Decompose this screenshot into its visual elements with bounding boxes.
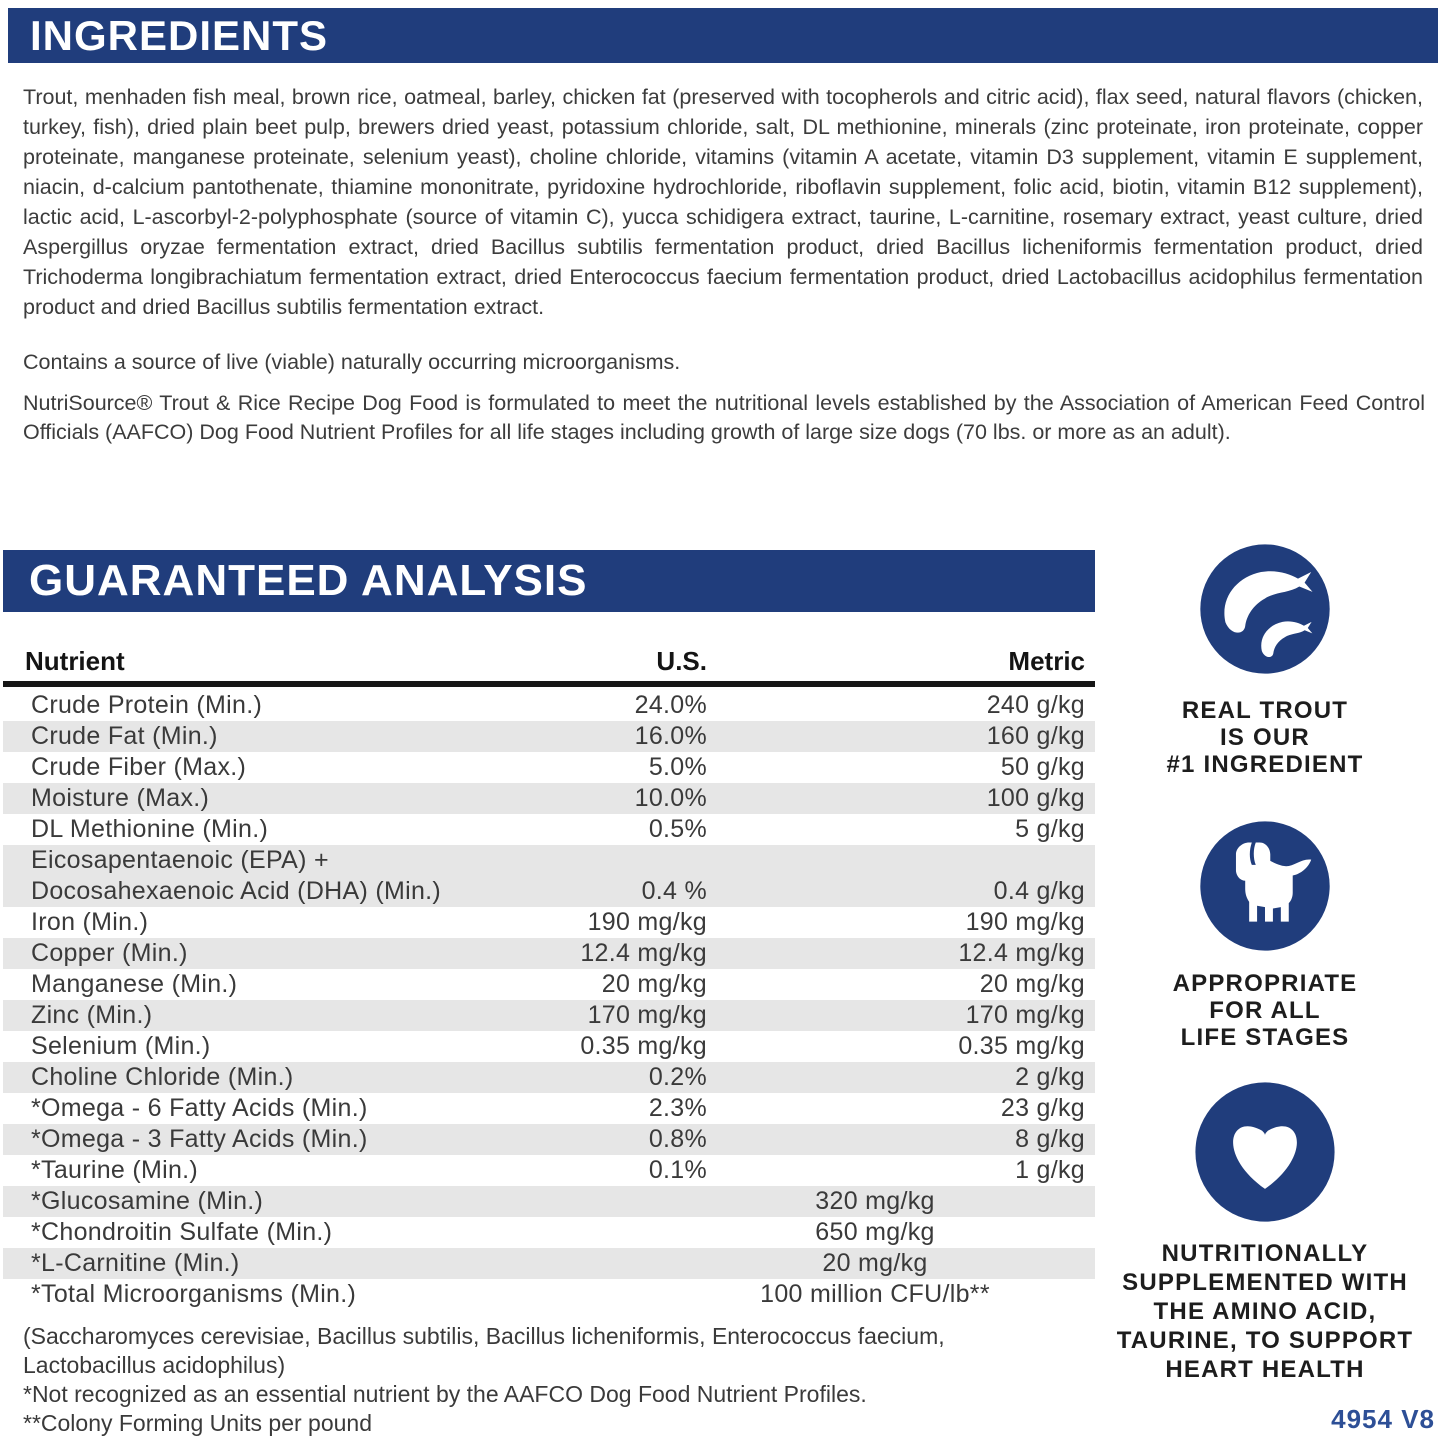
- nutrient-name: Crude Fat (Min.): [31, 722, 218, 750]
- nutrient-name: Selenium (Min.): [31, 1032, 211, 1060]
- us-value: 24.0%: [634, 691, 707, 719]
- nutrient-name: *Taurine (Min.): [31, 1156, 199, 1184]
- nutrient-name: Crude Protein (Min.): [31, 691, 263, 719]
- nutrient-name: *Total Microorganisms (Min.): [31, 1280, 357, 1308]
- us-value: 0.4 %: [641, 877, 707, 905]
- table-row: [3, 814, 1095, 845]
- footnote-not-recognized: *Not recognized as an essential nutrient by the AAFCO Dog Food Nutrient Profiles.: [23, 1381, 867, 1407]
- badge-line: APPROPRIATE: [1172, 970, 1358, 997]
- nutrient-name: Choline Chloride (Min.): [31, 1063, 294, 1091]
- label-version-code: 4954 V8: [1331, 1404, 1435, 1434]
- metric-value: 170 mg/kg: [965, 1001, 1085, 1029]
- nutrient-name: Iron (Min.): [31, 908, 149, 936]
- table-row: [3, 1124, 1095, 1155]
- column-header-metric: Metric: [1008, 646, 1085, 676]
- table-row: [3, 1279, 1095, 1310]
- table-row: [3, 1186, 1095, 1217]
- badge-column: [1115, 540, 1415, 1384]
- footnotes: [23, 1322, 1113, 1438]
- table-row: [3, 690, 1095, 721]
- footnote-organisms-line-2: Lactobacillus acidophilus): [23, 1352, 286, 1378]
- us-value: 170 mg/kg: [587, 1001, 707, 1029]
- metric-value: 190 mg/kg: [965, 908, 1085, 936]
- metric-value: 50 g/kg: [1000, 753, 1085, 781]
- badge-line: FOR ALL: [1209, 997, 1321, 1024]
- guaranteed-analysis-title: GUARANTEED ANALYSIS: [3, 550, 1095, 612]
- table-row: [3, 1000, 1095, 1031]
- nutrient-name: *Omega - 3 Fatty Acids (Min.): [31, 1125, 368, 1153]
- trout-icon: [1199, 543, 1331, 675]
- us-value: 190 mg/kg: [587, 908, 707, 936]
- nutrient-name: Manganese (Min.): [31, 970, 238, 998]
- badge-line: LIFE STAGES: [1180, 1024, 1350, 1051]
- us-value: 0.8%: [648, 1125, 707, 1153]
- metric-value: 100 g/kg: [986, 784, 1085, 812]
- us-value: 2.3%: [648, 1094, 707, 1122]
- us-value: 16.0%: [634, 722, 707, 750]
- metric-value: 2 g/kg: [1015, 1063, 1085, 1091]
- nutrient-name: Crude Fiber (Max.): [31, 753, 247, 781]
- nutrient-name: [31, 845, 441, 907]
- table-row: [3, 1093, 1095, 1124]
- badge-line: SUPPLEMENTED WITH: [1122, 1269, 1408, 1296]
- table-row: [3, 1062, 1095, 1093]
- metric-value: 160 g/kg: [986, 722, 1085, 750]
- span-value: 20 mg/kg: [822, 1249, 928, 1277]
- nutrient-name: *Glucosamine (Min.): [31, 1187, 264, 1215]
- table-header-row: [3, 646, 1095, 680]
- table-row: [3, 1031, 1095, 1062]
- nutrient-name: *Omega - 6 Fatty Acids (Min.): [31, 1094, 368, 1122]
- guaranteed-analysis-table: [3, 690, 1095, 1310]
- badge-taurine-text: [1115, 1239, 1415, 1384]
- table-row-epa-dha: [3, 845, 1095, 907]
- metric-value: 240 g/kg: [986, 691, 1085, 719]
- table-row: [3, 783, 1095, 814]
- table-row: [3, 1248, 1095, 1279]
- table-row: [3, 1217, 1095, 1248]
- heart-icon: [1194, 1081, 1336, 1223]
- span-value: 650 mg/kg: [815, 1218, 935, 1246]
- column-header-nutrient: Nutrient: [25, 646, 125, 676]
- nutrient-name: Zinc (Min.): [31, 1001, 153, 1029]
- table-row: [3, 752, 1095, 783]
- metric-value: 1 g/kg: [1015, 1156, 1085, 1184]
- badge-line: IS OUR: [1220, 724, 1310, 751]
- nutrient-name: *L-Carnitine (Min.): [31, 1249, 240, 1277]
- us-value: 12.4 mg/kg: [580, 939, 707, 967]
- table-row: [3, 907, 1095, 938]
- table-row: [3, 969, 1095, 1000]
- badge-line: NUTRITIONALLY: [1161, 1240, 1369, 1267]
- table-row: [3, 721, 1095, 752]
- badge-line: #1 INGREDIENT: [1166, 751, 1364, 778]
- contains-statement: Contains a source of live (viable) naturally occurring microorganisms.: [23, 350, 681, 374]
- us-value: 0.35 mg/kg: [580, 1032, 707, 1060]
- metric-value: 12.4 mg/kg: [958, 939, 1085, 967]
- nutrient-name: DL Methionine (Min.): [31, 815, 269, 843]
- table-header-rule: [3, 681, 1095, 687]
- badge-trout-text: [1115, 697, 1415, 778]
- badge-line: REAL TROUT: [1181, 697, 1349, 724]
- metric-value: 8 g/kg: [1015, 1125, 1085, 1153]
- badge-life-stages-text: [1115, 970, 1415, 1051]
- table-row: [3, 1155, 1095, 1186]
- us-value: 10.0%: [634, 784, 707, 812]
- badge-line: THE AMINO ACID,: [1153, 1298, 1377, 1325]
- ingredients-paragraph: Trout, menhaden fish meal, brown rice, oatmeal, barley, chicken fat (preserved with tocopherols and citric acid), flax seed, natural flavors (chicken, turkey, fish), dried plain beet pulp, brewers dried yeast, potassium chloride, salt, DL methionine, minerals (zinc proteinate, iron proteinate, copper proteinate, manganese proteinate, selenium yeast), choline chloride, vitamins (vitamin A acetate, vitamin D3 supplement, vitamin E supplement, niacin, d-calcium pantothenate, thiamine mononitrate, pyridoxine hydrochloride, riboflavin supplement, folic acid, biotin, vitamin B12 supplement), lactic acid, L-ascorbyl-2-polyphosphate (source of vitamin C), yucca schidigera extract, taurine, L-carnitine, rosemary extract, yeast culture, dried Aspergillus oryzae fermentation extract, dried Bacillus subtilis fermentation product, dried Bacillus licheniformis fermentation product, dried Trichoderma longibrachiatum fermentation extract, dried Enterococcus faecium fermentation product, dried Lactobacillus acidophilus fermentation product and dried Bacillus subtilis fermentation extract.: [23, 85, 1423, 319]
- nutrient-name: Moisture (Max.): [31, 784, 210, 812]
- badge-line: HEART HEALTH: [1165, 1356, 1365, 1383]
- nutrient-line-2: Docosahexaenoic Acid (DHA) (Min.): [31, 877, 442, 905]
- nutrient-name: *Chondroitin Sulfate (Min.): [31, 1218, 333, 1246]
- metric-value: 20 mg/kg: [979, 970, 1085, 998]
- badge-line: TAURINE, TO SUPPORT: [1116, 1327, 1414, 1354]
- nutrient-line-1: Eicosapentaenoic (EPA) +: [31, 846, 329, 874]
- column-header-us: U.S.: [656, 646, 707, 676]
- metric-value: 0.4 g/kg: [993, 877, 1085, 905]
- puppy-icon: [1199, 820, 1331, 952]
- footnote-organisms-line-1: (Saccharomyces cerevisiae, Bacillus subtilis, Bacillus licheniformis, Enterococcus faecium,: [23, 1323, 945, 1349]
- us-value: 5.0%: [648, 753, 707, 781]
- footnote-cfu: **Colony Forming Units per pound: [23, 1410, 373, 1436]
- metric-value: 23 g/kg: [1000, 1094, 1085, 1122]
- span-value: 100 million CFU/lb**: [760, 1280, 990, 1308]
- table-row: [3, 938, 1095, 969]
- us-value: 20 mg/kg: [601, 970, 707, 998]
- us-value: 0.1%: [648, 1156, 707, 1184]
- us-value: 0.2%: [648, 1063, 707, 1091]
- us-value: 0.5%: [648, 815, 707, 843]
- metric-value: 5 g/kg: [1015, 815, 1085, 843]
- ingredients-section-title: INGREDIENTS: [8, 8, 1438, 63]
- aafco-statement: NutriSource® Trout & Rice Recipe Dog Food is formulated to meet the nutritional levels established by the Association of American Feed Control Officials (AAFCO) Dog Food Nutrient Profiles for all life stages including growth of large size dogs (70 lbs. or more as an adult).: [23, 391, 1425, 444]
- span-value: 320 mg/kg: [815, 1187, 935, 1215]
- nutrient-name: Copper (Min.): [31, 939, 188, 967]
- metric-value: 0.35 mg/kg: [958, 1032, 1085, 1060]
